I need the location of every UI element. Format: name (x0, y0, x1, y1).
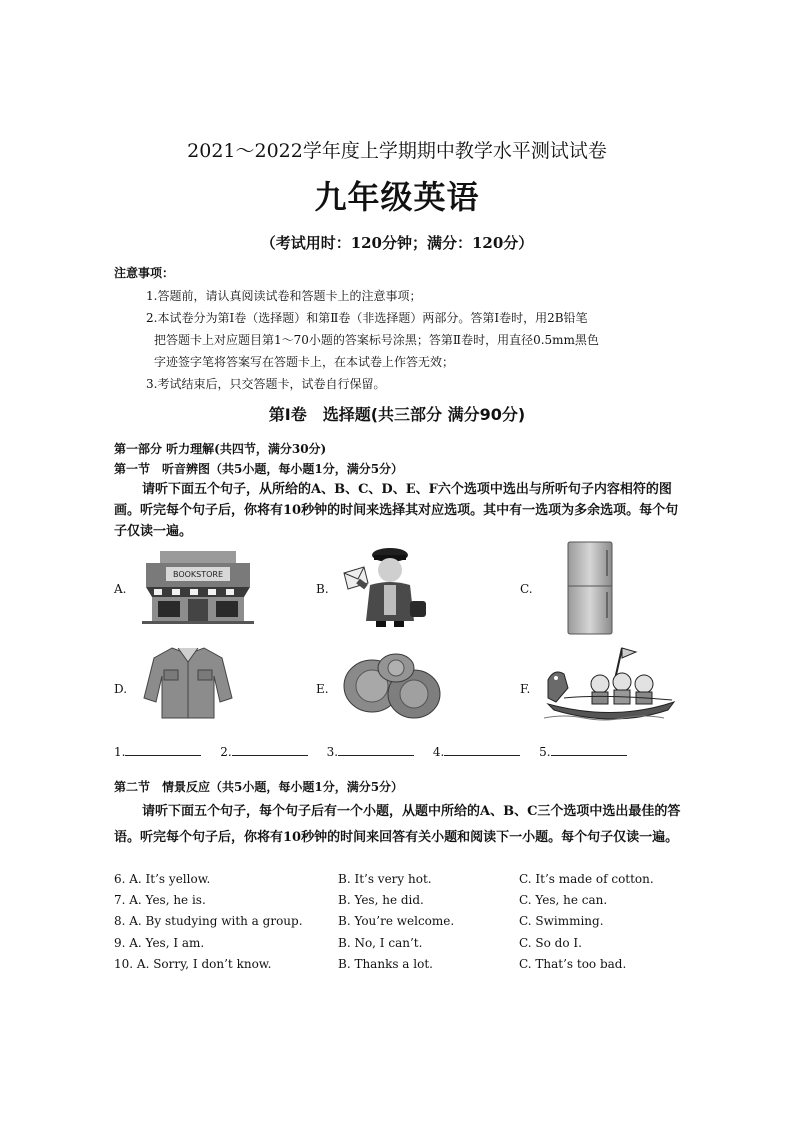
question-option-b: B. No, I can’t. (338, 936, 423, 950)
notice-heading: 注意事项： (114, 266, 175, 280)
section2-instruction: 请听下面五个句子，每个句子后有一个小题，从题中所给的A、B、C三个选项中选出最佳的答语。听完每个句子后，你将有10秒钟的时间来回答有关小题和阅读下一小题。每个句子仅读一遍。 (114, 804, 681, 845)
notice-item: 把答题卡上对应题目第1～70小题的答案标号涂黑；答第Ⅱ卷时，用直径0.5mm黑色 (154, 333, 599, 347)
question-option-c: C. It’s made of cotton. (519, 872, 654, 886)
section1-instruction: 请听下面五个句子，从所给的A、B、C、D、E、F六个选项中选出与所听句子内容相符的图画。听完每个句子后，你将有10秒钟的时间来选择其对应选项。其中有一选项为多余选项。每个句子仅读一遍。 (114, 482, 679, 539)
question-option-a: 6. A. It’s yellow. (114, 872, 211, 886)
notice-item: 2.本试卷分为第Ⅰ卷（选择题）和第Ⅱ卷（非选择题）两部分。答第Ⅰ卷时，用2B铅笔 (146, 311, 588, 325)
part-heading: 第一部分 听力理解(共四节，满分30分) (114, 442, 327, 456)
question-option-c: C. Yes, he can. (519, 893, 608, 907)
question-option-b: B. You’re welcome. (338, 914, 455, 928)
question-option-a: 9. A. Yes, I am. (114, 936, 205, 950)
answer-blank-item[interactable]: 2. (220, 744, 307, 759)
subject-title: 九年级英语 (314, 178, 480, 216)
bookstore-sign: BOOKSTORE (172, 570, 224, 579)
question-option-b: B. Thanks a lot. (338, 957, 433, 971)
section1-heading: 第一节 听音辨图（共5小题，每小题1分，满分5分） (114, 462, 404, 476)
refrigerator-icon (566, 540, 616, 636)
answer-blank-item[interactable]: 1. (114, 744, 201, 759)
section2-heading: 第二节 情景反应（共5小题，每小题1分，满分5分） (114, 780, 404, 794)
answer-blank-item[interactable]: 5. (539, 744, 626, 759)
option-label-e: E. (316, 682, 329, 696)
mooncake-icon (342, 650, 442, 720)
answer-blanks (114, 744, 642, 759)
shirt-icon (142, 642, 234, 720)
option-label-d: D. (114, 682, 128, 696)
bookstore-icon (140, 547, 256, 625)
answer-blank[interactable] (338, 744, 414, 756)
question-option-a: 7. A. Yes, he is. (114, 893, 206, 907)
question-option-c: C. That’s too bad. (519, 957, 627, 971)
answer-blank[interactable] (232, 744, 308, 756)
option-label-c: C. (520, 582, 533, 596)
question-option-b: B. Yes, he did. (338, 893, 424, 907)
notice-item: 1.答题前，请认真阅读试卷和答题卡上的注意事项； (146, 289, 422, 303)
part1-title: 第Ⅰ卷 选择题(共三部分 满分90分) (268, 405, 526, 424)
answer-blank-item[interactable]: 3. (327, 744, 414, 759)
answer-blank[interactable] (444, 744, 520, 756)
question-option-a: 10. A. Sorry, I don’t know. (114, 957, 272, 971)
question-option-b: B. It’s very hot. (338, 872, 432, 886)
question-option-c: C. So do I. (519, 936, 582, 950)
dragon-boat-icon (544, 644, 678, 724)
option-label-b: B. (316, 582, 329, 596)
exam-info: （考试用时：120分钟；满分：120分） (260, 234, 534, 252)
question-option-a: 8. A. By studying with a group. (114, 914, 303, 928)
answer-blank[interactable] (551, 744, 627, 756)
exam-title: 2021～2022学年度上学期期中教学水平测试试卷 (187, 140, 607, 162)
option-label-a: A. (114, 582, 127, 596)
answer-blank[interactable] (125, 744, 201, 756)
option-label-f: F. (520, 682, 531, 696)
question-option-c: C. Swimming. (519, 914, 604, 928)
notice-item: 字迹签字笔将答案写在答题卡上，在本试卷上作答无效； (154, 355, 455, 369)
answer-blank-item[interactable]: 4. (433, 744, 520, 759)
postman-icon (340, 545, 436, 627)
notice-item: 3.考试结束后，只交答题卡，试卷自行保留。 (146, 377, 386, 391)
